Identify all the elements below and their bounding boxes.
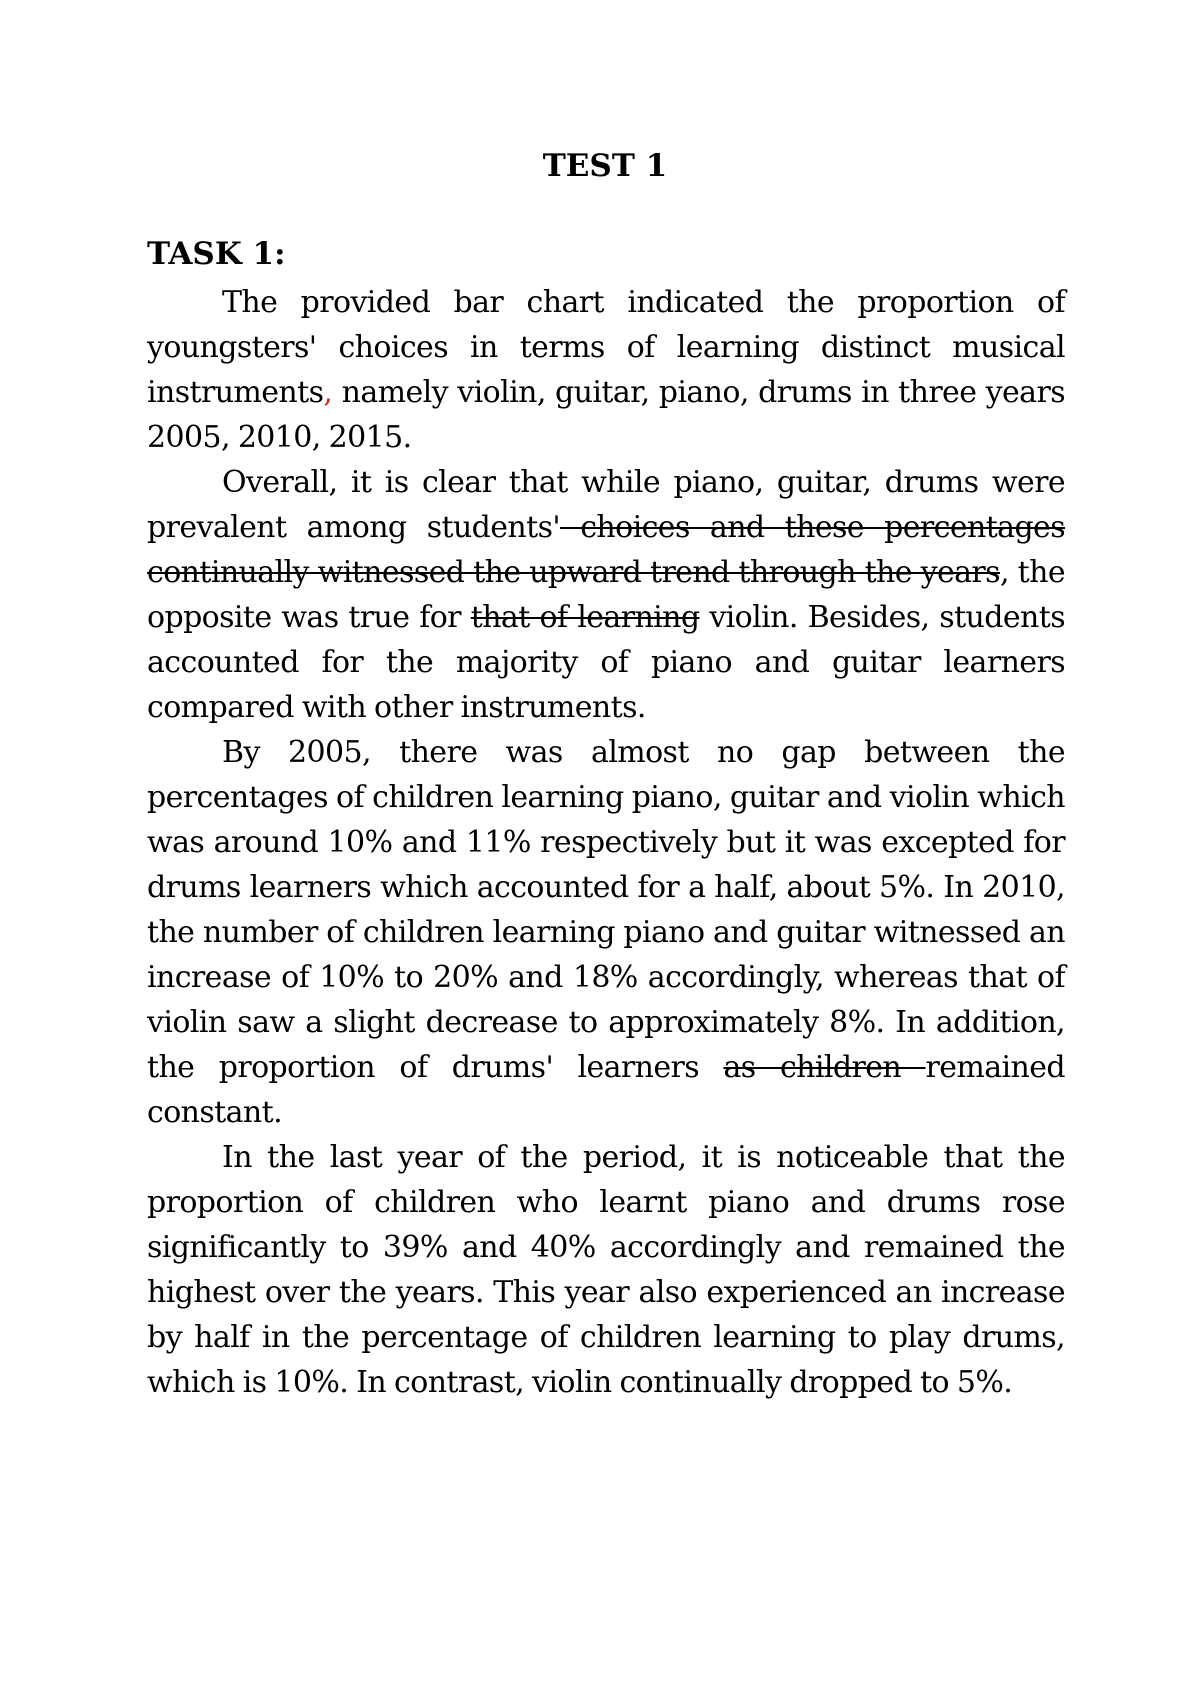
struck-through-text: choices and these percentages continually witnessed the upward trend through the years (147, 510, 1065, 590)
essay-body (147, 280, 1065, 1405)
paragraph-overview (147, 460, 1065, 730)
struck-through-text: as children (723, 1050, 926, 1085)
paragraph-text: Overall, it is clear that while piano, guitar, drums were prevalent among students' (147, 465, 1065, 545)
paragraph-text: violin. Besides, students accounted for the majority of piano and guitar learners compared with other instruments. (147, 600, 1065, 725)
test-title: TEST 1 (542, 148, 668, 184)
paragraph-text: By 2005, there was almost no gap between the percentages of children learning piano, guitar and violin which was around 10% and 11% respectively but it was excepted for drums learners which accounted for a half, about 5%. In 2010, the number of children learning piano and guitar witnessed an increase of 10% to 20% and 18% accordingly, whereas that of violin saw a slight decrease to approximately 8%. In addition, the proportion of drums' learners (147, 735, 1065, 1085)
paragraph-text: , the opposite was true for (147, 555, 1065, 635)
paragraph-body-2005-2010 (147, 730, 1065, 1135)
paragraph-text: remained constant. (147, 1050, 1065, 1130)
struck-through-text: that of learning (470, 600, 700, 635)
paragraph-text: The provided bar chart indicated the proportion of youngsters' choices in terms of learning distinct musical instruments (147, 285, 1065, 410)
paragraph-text: In the last year of the period, it is noticeable that the proportion of children who learnt piano and drums rose significantly to 39% and 40% accordingly and remained the highest over the years. This year also experienced an increase by half in the percentage of children learning to play drums, which is 10%. In contrast, violin continually dropped to 5%. (147, 1140, 1065, 1400)
paragraph-body-2015 (147, 1135, 1065, 1405)
paragraph-text: namely violin, guitar, piano, drums in three years 2005, 2010, 2015. (147, 375, 1065, 455)
paragraph-introduction (147, 280, 1065, 460)
task-heading: TASK 1: (147, 236, 286, 272)
inserted-comma-mark: , (323, 375, 333, 410)
